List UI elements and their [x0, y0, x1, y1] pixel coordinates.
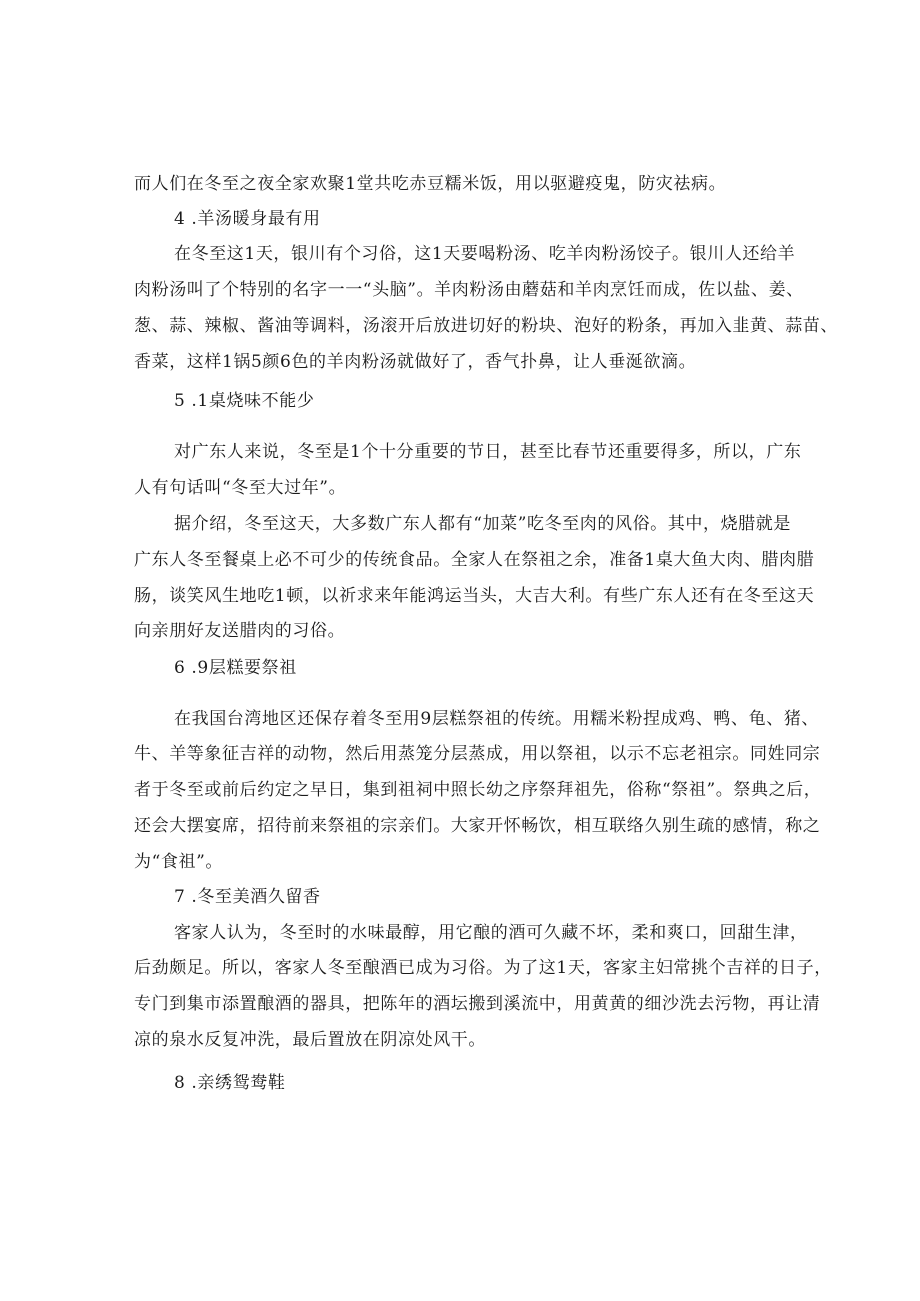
section-heading: 4 .羊汤暖身最有用: [174, 209, 321, 229]
paragraph-line: 专门到集市添置酿酒的器具，把陈年的酒坛搬到溪流中，用黄黄的细沙洗去污物，再让清: [134, 994, 821, 1014]
paragraph-line: 者于冬至或前后约定之早日，集到祖祠中照长幼之序祭拜祖先，俗称“祭祖”。祭典之后，: [134, 780, 822, 800]
section-heading: 6 .9层糕要祭祖: [174, 658, 297, 678]
paragraph-line: 据介绍，冬至这天，大多数广东人都有“加菜”吃冬至肉的风俗。其中，烧腊就是: [174, 514, 791, 534]
section-heading: 7 .冬至美酒久留香: [174, 887, 321, 907]
paragraph-line: 香菜，这样1锅5颜6色的羊肉粉汤就做好了，香气扑鼻，让人垂涎欲滴。: [134, 352, 697, 372]
paragraph-line: 广东人冬至餐桌上必不可少的传统食品。全家人在祭祖之余，准备1桌大鱼大肉、腊肉腊: [134, 550, 815, 570]
paragraph-line: 为“食祖”。: [134, 852, 223, 872]
section-heading: 5 .1桌烧味不能少: [174, 391, 315, 411]
paragraph-line: 在我国台湾地区还保存着冬至用9层糕祭祖的传统。用糯米粉捏成鸡、鸭、龟、猪、: [174, 709, 820, 729]
section-heading: 8 .亲绣鸳鸯鞋: [174, 1073, 286, 1093]
paragraph-line: 牛、羊等象征吉祥的动物，然后用蒸笼分层蒸成，用以祭祖，以示不忘老祖宗。同姓同宗: [134, 744, 821, 764]
paragraph-line: 肉粉汤叫了个特别的名字一一“头脑”。羊肉粉汤由蘑菇和羊肉烹饪而成，佐以盐、姜、: [134, 280, 804, 300]
paragraph-line: 还会大摆宴席，招待前来祭祖的宗亲们。大家开怀畅饮，相互联络久别生疏的感情，称之: [134, 816, 821, 836]
paragraph-line: 向亲朋好友送腊肉的习俗。: [134, 621, 346, 641]
paragraph-line: 葱、蒜、辣椒、酱油等调料，汤滚开后放进切好的粉块、泡好的粉条，再加入韭黄、蒜苗、: [134, 316, 838, 336]
paragraph-line: 人有句话叫“冬至大过年”。: [134, 478, 347, 498]
paragraph-line: 对广东人来说，冬至是1个十分重要的节日，甚至比春节还重要得多，所以，广东: [174, 442, 802, 462]
paragraph-line: 凉的泉水反复冲洗，最后置放在阴凉处风干。: [134, 1030, 486, 1050]
paragraph-line: 后劲颇足。所以，客家人冬至酿酒已成为习俗。为了这1天，客家主妇常挑个吉祥的日子，: [134, 958, 832, 978]
intro-line: 而人们在冬至之夜全家欢聚1堂共吃赤豆糯米饭，用以驱避疫鬼，防灾祛病。: [134, 174, 727, 194]
paragraph-line: 肠，谈笑风生地吃1顿，以祈求来年能鸿运当头，大吉大利。有些广东人还有在冬至这天: [134, 586, 815, 606]
paragraph-line: 在冬至这1天，银川有个习俗，这1天要喝粉汤、吃羊肉粉汤饺子。银川人还给羊: [174, 244, 796, 264]
paragraph-line: 客家人认为，冬至时的水味最醇，用它酿的酒可久藏不坏，柔和爽口，回甜生津，: [174, 923, 808, 943]
